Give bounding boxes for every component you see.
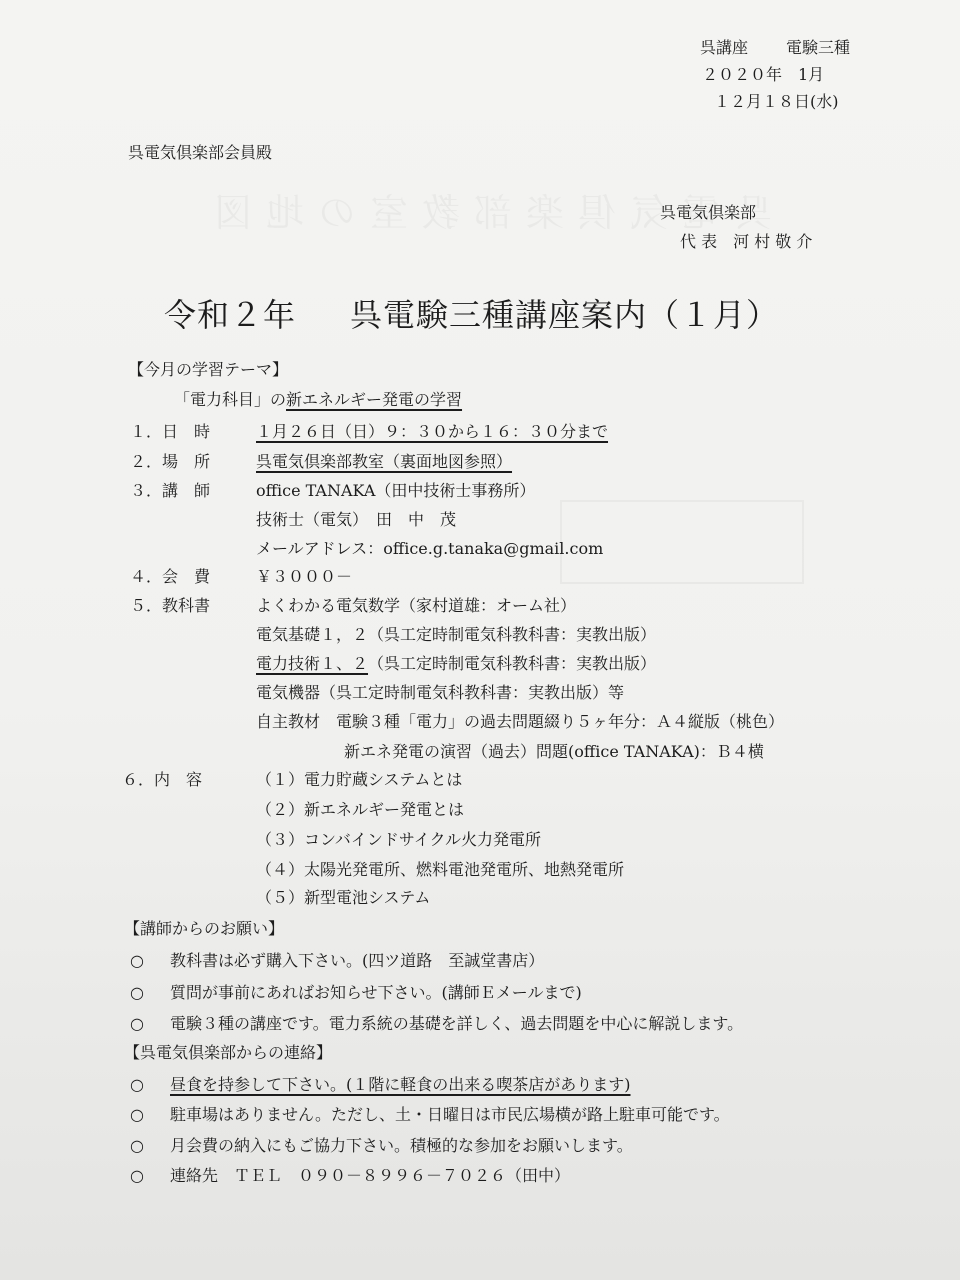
lecturer-email: office.g.tanaka@gmail.com [383, 539, 604, 558]
content-entry-5: （５）新型電池システム [256, 888, 431, 907]
club-entry-1: 昼食を持参して下さい。(１階に軽食の出来る喫茶店があります) [170, 1075, 631, 1094]
header-course: 呉講座 [700, 38, 749, 57]
sender-rep: 代 表 河 村 敬 介 [680, 232, 813, 251]
item-fee-label: ４．会 費 [130, 567, 211, 586]
theme-prefix: 「電力科目」の [174, 390, 287, 409]
item-textbooks-label: ５．教科書 [130, 596, 211, 615]
header-year-month: ２０２０年 1月 [702, 65, 825, 84]
title-main: 呉電験三種講座案内（１月） [350, 296, 780, 334]
club-entry-3: 月会費の納入にもご協力下さい。積極的な参加をお願いします。 [170, 1136, 633, 1155]
theme-line [174, 392, 462, 408]
header-subject: 電験三種 [786, 38, 851, 57]
request-bullet-2: ○ [130, 983, 144, 1002]
theme-underlined: 新エネルギー発電の学習 [286, 390, 463, 409]
textbook-3 [256, 656, 656, 672]
textbook-1: よくわかる電気数学（家村道雄：オーム社） [256, 596, 577, 615]
sender-org: 呉電気倶楽部 [660, 203, 757, 222]
content-entry-3: （３）コンバインドサイクル火力発電所 [256, 830, 541, 849]
item-fee-value: ￥３０００－ [256, 567, 353, 586]
addressee: 呉電気倶楽部会員殿 [128, 143, 273, 162]
content-entry-1: （１）電力貯蔵システムとは [256, 770, 463, 789]
request-entry-1: 教科書は必ず購入下さい。(四ツ道路 至誠堂書店） [170, 951, 545, 970]
club-bullet-3: ○ [130, 1136, 144, 1155]
item-content-label: ６．内 容 [122, 770, 203, 789]
request-entry-3: 電験３種の講座です。電力系統の基礎を詳しく、過去問題を中心に解説します。 [170, 1014, 744, 1033]
club-bullet-4: ○ [130, 1166, 144, 1185]
theme-heading: 【今月の学習テーマ】 [128, 360, 289, 379]
lecturer-email-label: メールアドレス： [256, 539, 384, 558]
club-notes-heading: 【呉電気倶楽部からの連絡】 [124, 1043, 333, 1062]
item-place-label: ２．場 所 [130, 452, 211, 471]
lecturer-email-line [256, 541, 603, 557]
self-material-2: 新エネ発電の演習（過去）問題(office TANAKA)：Ｂ４横 [344, 742, 764, 761]
lecturer-title-name: 技術士（電気） 田 中 茂 [256, 510, 457, 529]
item-place-value: 呉電気倶楽部教室（裏面地図参照） [256, 452, 513, 471]
lecturer-office: office TANAKA（田中技術士事務所） [256, 481, 536, 500]
header-date: １２月１８日(水) [714, 92, 839, 111]
item-date-label: １．日 時 [130, 422, 211, 441]
textbook-3-rest: （呉工定時制電気科教科書：実教出版） [368, 654, 657, 673]
item-date-value: １月２６日（日）９：３０から１６：３０分まで [256, 422, 609, 441]
club-bullet-1: ○ [130, 1075, 144, 1094]
title-year: 令和２年 [164, 296, 297, 334]
club-entry-2: 駐車場はありません。ただし、土・日曜日は市民広場横が路上駐車可能です。 [170, 1105, 730, 1124]
self-material-1: 自主教材 電験３種「電力」の過去問題綴り５ヶ年分：Ａ４縦版（桃色） [256, 712, 785, 731]
content-entry-4: （４）太陽光発電所、燃料電池発電所、地熱発電所 [256, 860, 625, 879]
request-bullet-3: ○ [130, 1014, 144, 1033]
request-entry-2: 質問が事前にあればお知らせ下さい。(講師Ｅメールまで) [170, 983, 582, 1002]
textbook-3-underlined: 電力技術１、２ [256, 654, 369, 673]
textbook-4: 電気機器（呉工定時制電気科教科書：実教出版）等 [256, 683, 625, 702]
club-entry-4: 連絡先 ＴＥＬ ０９０－８９９６－７０２６（田中） [170, 1166, 571, 1185]
requests-heading: 【講師からのお願い】 [124, 919, 285, 938]
content-entry-2: （２）新エネルギー発電とは [256, 800, 465, 819]
club-bullet-2: ○ [130, 1105, 144, 1124]
item-lecturer-label: ３．講 師 [130, 481, 211, 500]
request-bullet-1: ○ [130, 951, 144, 970]
textbook-2: 電気基礎１，２（呉工定時制電気科教科書：実教出版） [256, 625, 657, 644]
